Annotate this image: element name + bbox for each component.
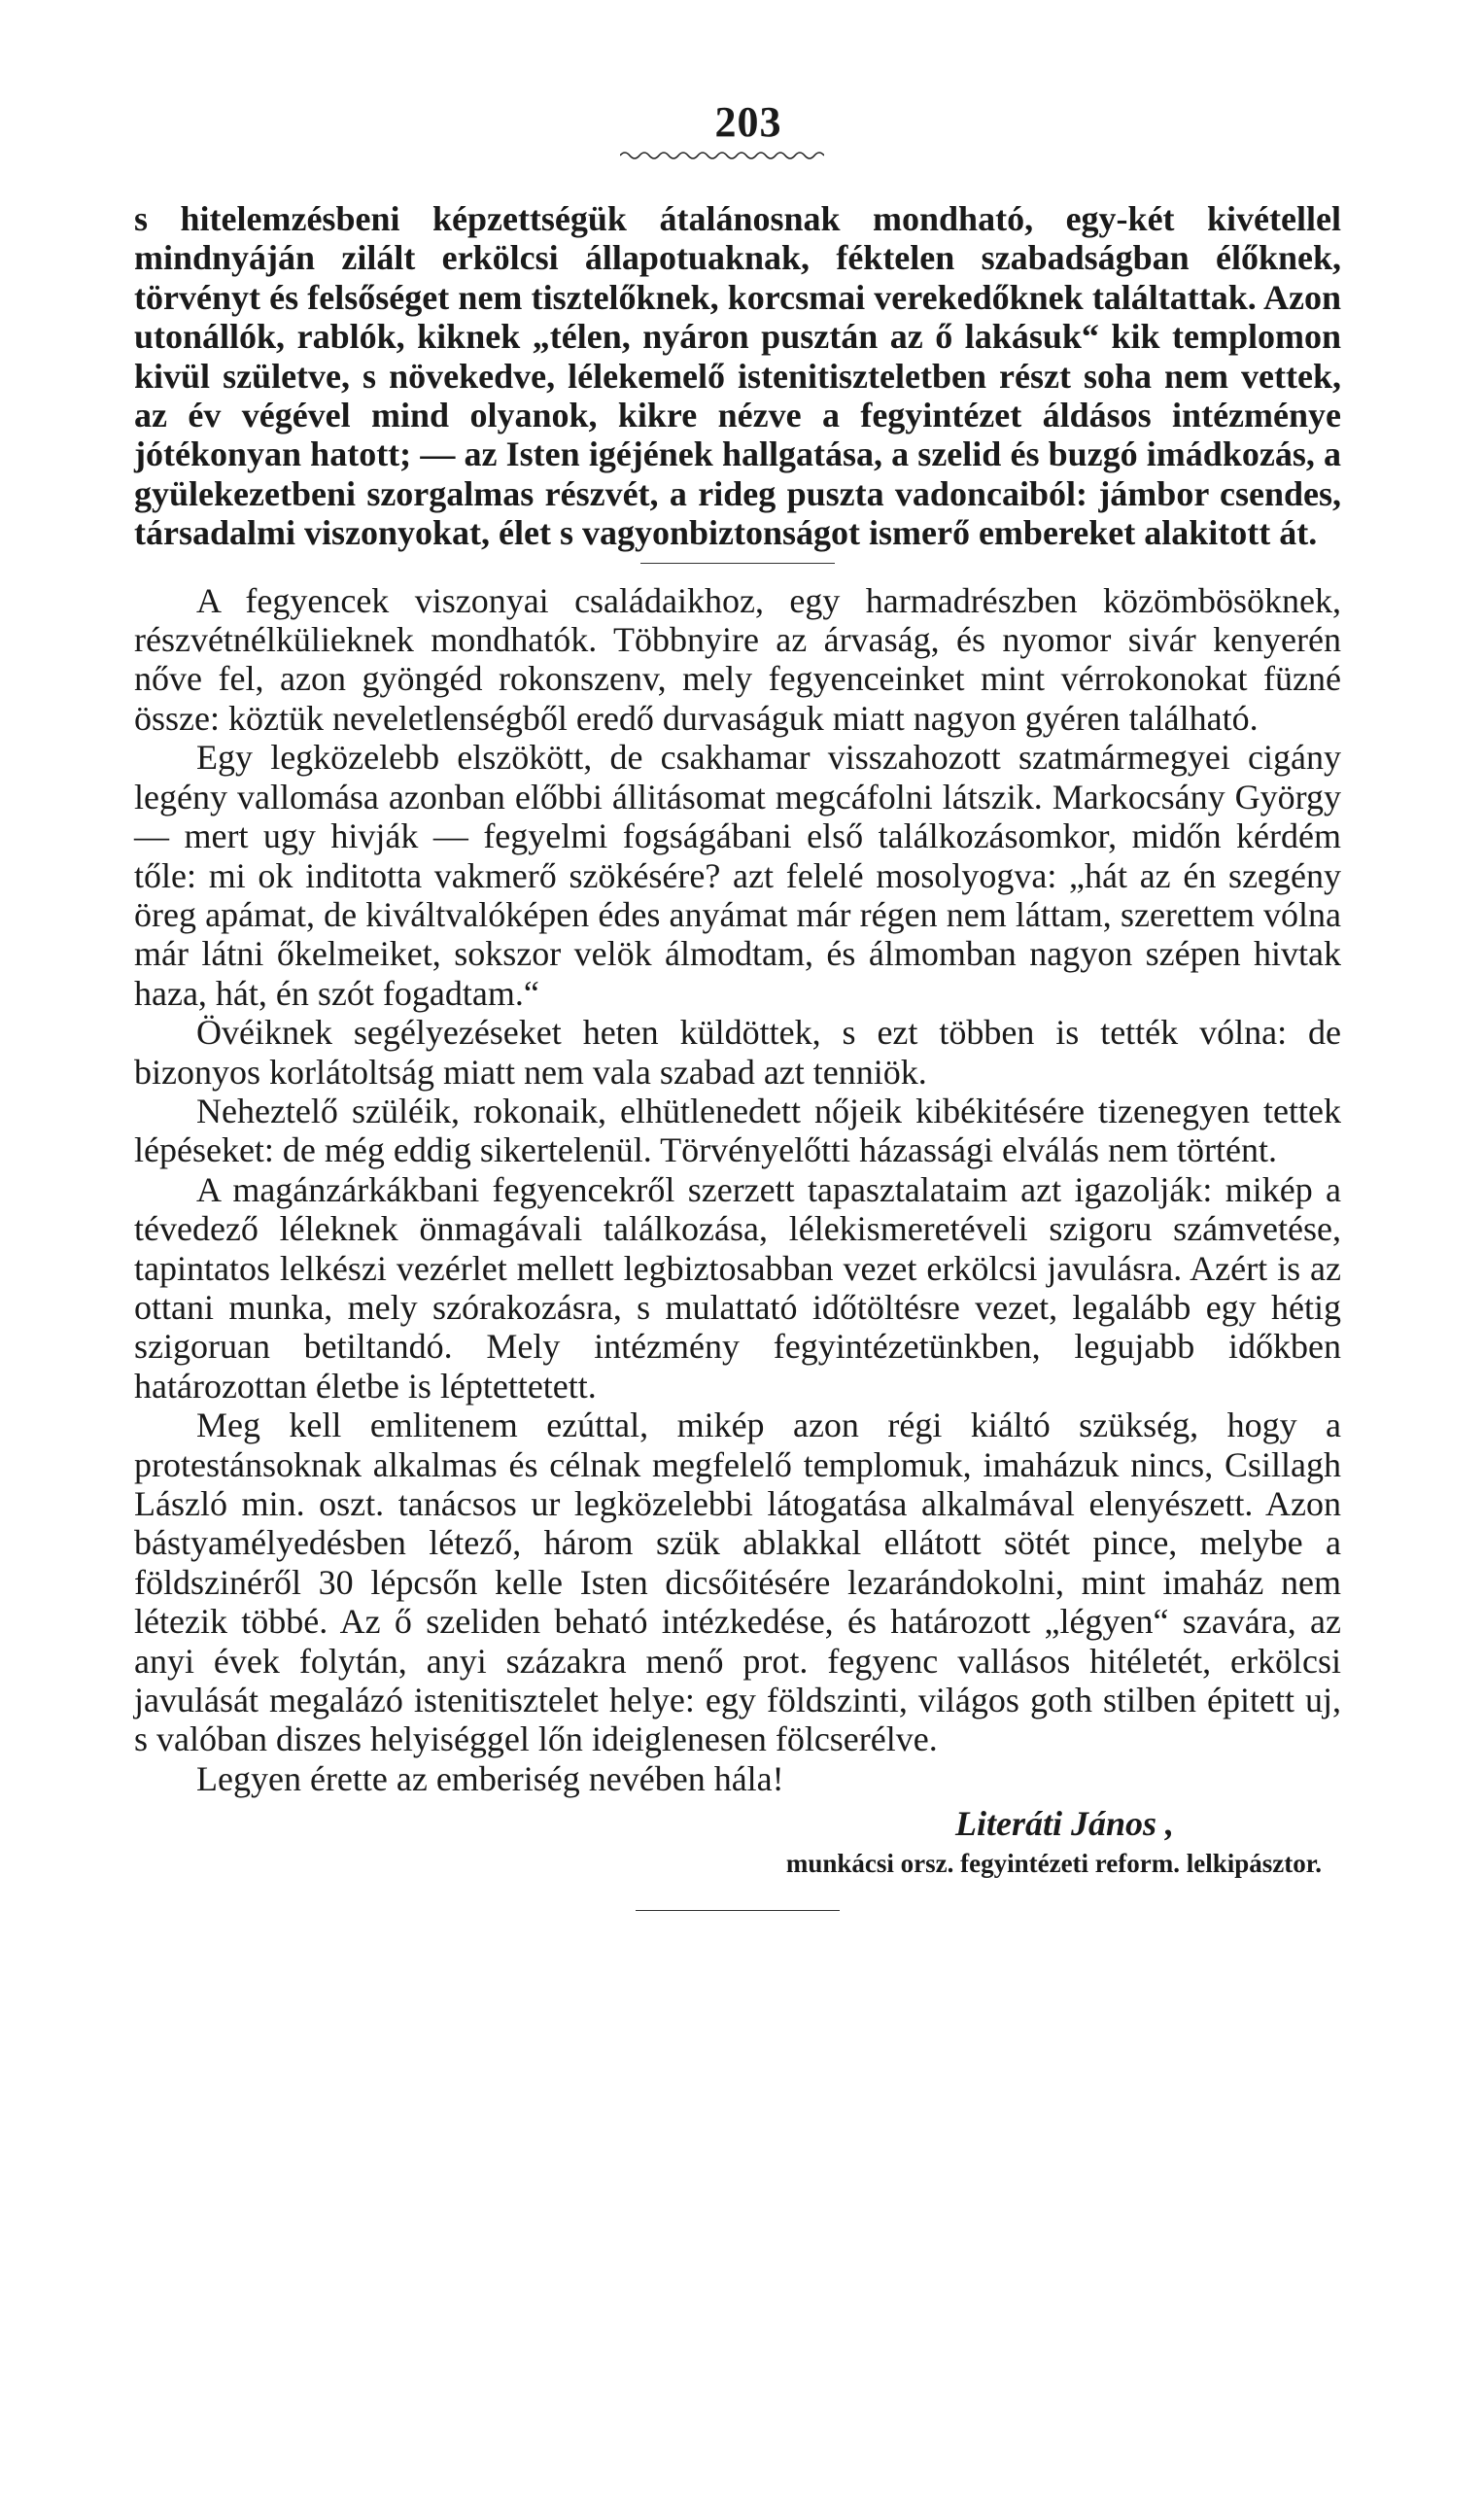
- paragraph-7: Meg kell emlitenem ezúttal, mikép azon régi kiáltó szükség, hogy a protestánsoknak alkalmas és célnak megfelelő templomuk, imaházuk nincs, Csillagh László min. oszt. tanácsos ur legközelebbi látogatása alkalmával elenyészett. Azon bástyamélyedésben létező, három szük ablakkal ellátott sötét pince, melybe a földszinéről 30 lépcsőn kelle Isten dicsőitésére lezarándokolni, mint imaház nem létezik többé. Az ő szeliden beható intézkedése, és határozott „légyen“ szavára, az anyi évek folytán, anyi százakra menő prot. fegyenc vallásos hitéletét, erkölcsi javulását megalázó istenitisztelet helye: egy földszinti, világos goth stilben épitett uj, s valóban diszes helyiséggel lőn ideiglenesen fölcserélve.: [134, 1406, 1341, 1759]
- author-name: Literáti János ,: [954, 1804, 1174, 1844]
- section-divider: [640, 563, 835, 564]
- signature-block: [134, 1804, 1341, 1882]
- paragraph-8: Legyen érette az emberiség nevében hála!: [196, 1758, 784, 1798]
- article-body: [134, 199, 1341, 1911]
- paragraph-2: A fegyencek viszonyai családaikhoz, egy harmadrészben közömbösöknek, részvétnélkülieknek mondhatók. Többnyire az árvaság, és nyomor sivár kenyerén nőve fel, azon gyöngéd rokonszenv, mely fegyenceinket mint vérrokonokat füzné össze: köztük neveletlenségből eredő durvaságuk miatt nagyon gyéren található.: [134, 580, 1341, 738]
- ornamental-wavy-line: [620, 148, 824, 163]
- paragraph-1: s hitelemzésbeni képzettségük átalánosnak mondható, egy-két kivétellel mindnyáján zilált erkölcsi állapotuaknak, féktelen szabadságban élőknek, törvényt és felsőséget nem tisztelőknek, korcsmai verekedőknek találtattak. Azon utonállók, rablók, kiknek „télen, nyáron pusztán az ő lakásuk“ kik templomon kivül születve, s növekedve, lélekemelő istenitiszteletben részt soha nem vettek, az év végével mind olyanok, kikre nézve a fegyintézet áldásos intézménye jótékonyan hatott; — az Isten igéjének hallgatása, a szelid és buzgó imádkozás, a gyülekezetbeni szorgalmas részvét, a rideg puszta vadoncaiból: jámbor csendes, társadalmi viszonyokat, élet s vagyonbiztonságot ismerő embereket alakitott át.: [134, 199, 1341, 553]
- paragraph-6: A magánzárkákbani fegyencekről szerzett tapasztalataim azt igazolják: mikép a tévedező léleknek önmagávali találkozása, lélekismeretéveli szigoru számvetése, tapintatos lelkészi vezérlet mellett legbiztosabban vezet erkölcsi javulásra. Azért is az ottani munka, mely szórakozásra, s mulattató időtöltésre vezet, legalább egy hétig szigoruan betiltandó. Mely intézmény fegyintézetünkben, legujabb időkben határozottan életbe is léptettetett.: [134, 1169, 1341, 1406]
- end-divider: [636, 1910, 840, 1911]
- paragraph-4: Övéiknek segélyezéseket heten küldöttek, s ezt többen is tették vólna: de bizonyos korlátoltság miatt nem vala szabad azt tenniök.: [134, 1013, 1341, 1092]
- paragraph-3: Egy legközelebb elszökött, de csakhamar visszahozott szatmármegyei cigány legény vallomása azonban előbbi állitásomat megcáfolni látszik. Markocsány György — mert ugy hivják — fegyelmi fogságábani első találkozásomkor, midőn kérdém tőle: mi ok inditotta vakmerő szökésére? azt felelé mosolyogva: „hát az én szegény öreg apámat, de kiváltvalóképen édes anyámat már régen nem láttam, szerettem vólna már látni őkelmeiket, sokszor velök álmodtam, és álmomban nagyon szépen hivtak haza, hát, én szót fogadtam.“: [134, 738, 1341, 1013]
- paragraph-5: Neheztelő szüléik, rokonaik, elhütlenedett nőjeik kibékitésére tizenegyen tettek lépéseket: de még eddig sikertelenül. Törvényelőtti házassági elválás nem történt.: [134, 1091, 1341, 1170]
- author-title: munkácsi orsz. fegyintézeti reform. lelkipásztor.: [785, 1848, 1322, 1878]
- page-number: 203: [714, 98, 782, 146]
